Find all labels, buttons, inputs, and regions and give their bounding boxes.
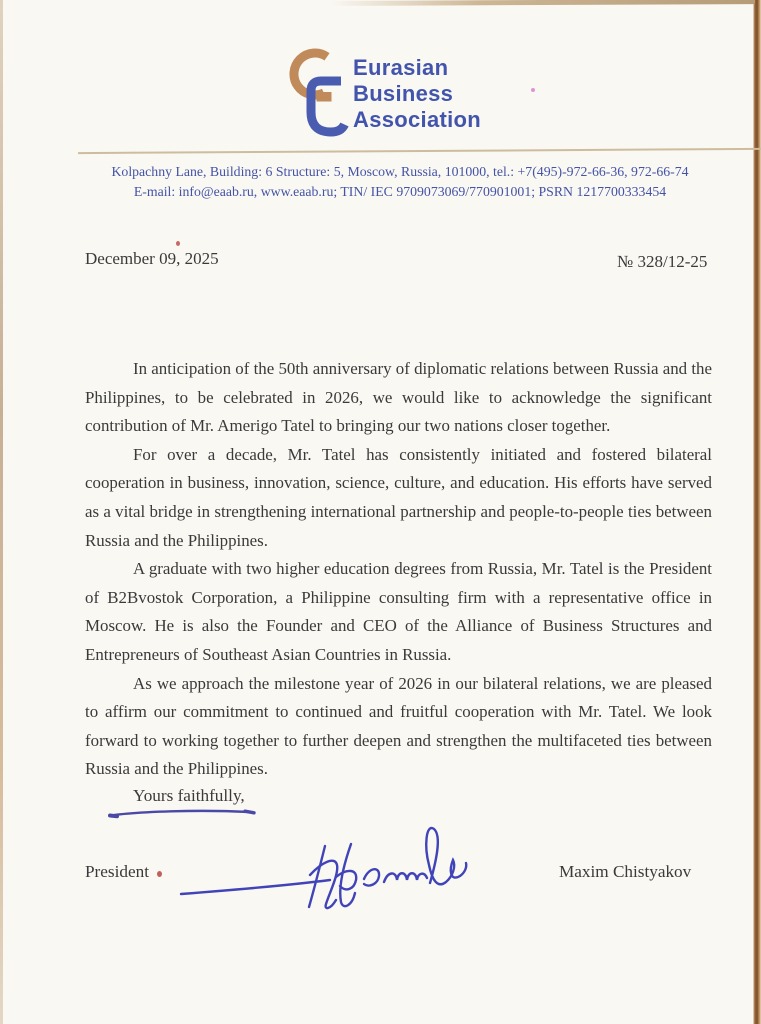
paragraph-4: As we approach the milestone year of 2026 in our bilateral relations, we are pleased to affirm our commitment to continued and fruitful cooperation with Mr. Tatel. We look forward to working together to further deepen and strengthen the multifaceted ties between Russia and the Philippines. <box>85 673 712 779</box>
org-name-line-3: Association <box>353 107 481 132</box>
paragraph-1: In anticipation of the 50th anniversary of diplomatic relations between Russia and the Philippines, to be celebrated in 2026, we would like to acknowledge the significant contribution of Mr. Amerigo Tatel to bringing our two nations closer together. <box>85 359 712 436</box>
paper-edge-top <box>330 0 755 6</box>
letterhead-contact <box>70 162 730 201</box>
letter-date: December 09, 2025 <box>85 249 219 268</box>
paragraph-3: A graduate with two higher education degrees from Russia, Mr. Tatel is the President of B2Bvostok Corporation, a Philippine consulting firm with a representative office in Moscow. He is also the Founder and CEO of the Alliance of Business Structures and Entrepreneurs of Southeast Asian Countries in Russia. <box>85 559 712 664</box>
scan-speck-red-president <box>157 871 162 877</box>
paragraph-2: For over a decade, Mr. Tatel has consistently initiated and fostered bilateral cooperation in business, innovation, science, culture, and education. His efforts have served as a vital bridge in strengthening international partnership and people-to-people ties between Russia and the Philippines. <box>85 444 712 550</box>
scan-speck-pink <box>531 88 535 92</box>
contact-address-line: Kolpachny Lane, Building: 6 Structure: 5, Moscow, Russia, 101000, tel.: +7(495)-972-66-36, 972-66-74 <box>111 164 689 179</box>
paper-edge-right <box>751 0 761 1024</box>
handwritten-signature <box>178 820 470 923</box>
letter-body <box>85 355 712 784</box>
letterhead-rule <box>78 148 761 154</box>
contact-email-line: E-mail: info@eaab.ru, www.eaab.ru; TIN/ IEC 9709073069/770901001; PSRN 1217700333454 <box>133 183 667 199</box>
org-name-line-2: Business <box>353 81 454 106</box>
scan-speck-red-date <box>176 241 180 246</box>
valediction: Yours faithfully, <box>133 786 245 805</box>
eurasian-business-association-logo-icon <box>289 48 351 140</box>
org-name-line-1: Eurasian <box>353 55 449 80</box>
signer-title: President <box>85 862 149 881</box>
org-name <box>353 55 481 133</box>
paper-edge-left <box>0 0 3 1024</box>
signer-name: Maxim Chistyakov <box>559 862 692 881</box>
reference-number: № 328/12-25 <box>617 252 708 271</box>
